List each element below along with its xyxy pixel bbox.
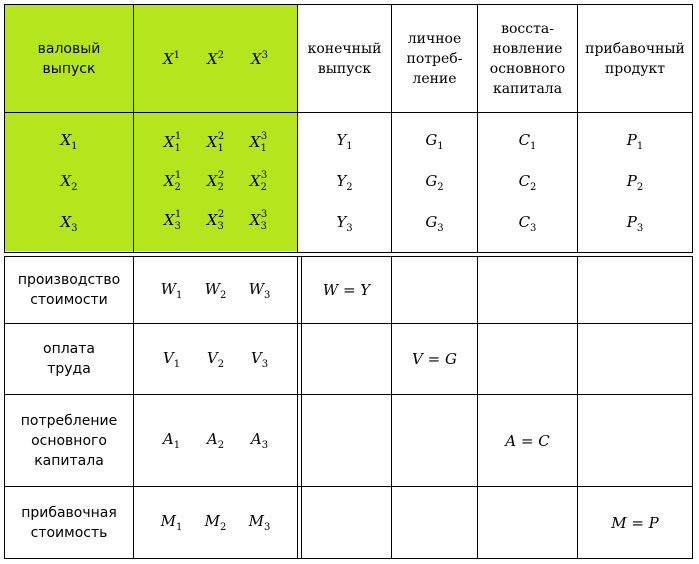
labor-payment-v2: $V_2$ bbox=[206, 348, 225, 370]
sector-2-label: $X^2$ bbox=[206, 49, 225, 68]
gross-output-x3: $X_3$ bbox=[60, 213, 78, 234]
surplus-value-equation bbox=[578, 487, 692, 558]
matrix-cell-x3-1: $X_3^1$ bbox=[163, 209, 182, 232]
interindustry-matrix bbox=[134, 113, 297, 252]
surplus-value-label: прибавочная стоимость bbox=[21, 504, 117, 541]
v-equals-g: V = G bbox=[412, 350, 457, 368]
surplus-product-p2: $P_2$ bbox=[626, 172, 644, 193]
row-label-surplus-value bbox=[5, 487, 133, 558]
gross-output-x2: $X_2$ bbox=[60, 172, 78, 193]
gross-output-column bbox=[5, 113, 133, 252]
final-output-label: конечный выпуск bbox=[307, 40, 382, 77]
labor-payment-label: оплата труда bbox=[43, 341, 95, 377]
matrix-cell-x2-3: $X_2^3$ bbox=[249, 170, 268, 193]
surplus-value-m1: $M_1$ bbox=[160, 512, 183, 533]
divider bbox=[297, 256, 298, 559]
header-gross-output bbox=[5, 5, 133, 112]
capital-consumption-values bbox=[134, 395, 297, 486]
value-production-w1: $W_1$ bbox=[160, 279, 183, 301]
matrix-cell-x3-3: $X_3^3$ bbox=[249, 209, 268, 232]
a-equals-c: A = C bbox=[505, 431, 550, 450]
divider bbox=[391, 256, 392, 559]
header-capital-restoration bbox=[478, 5, 577, 112]
final-output-y1: $Y_1$ bbox=[336, 131, 353, 152]
capital-restoration-column bbox=[478, 113, 577, 252]
surplus-value-values bbox=[134, 487, 297, 558]
gross-output-x1: $X_1$ bbox=[60, 131, 78, 152]
header-final-output bbox=[298, 5, 391, 112]
capital-restoration-c3: $C_3$ bbox=[518, 213, 537, 234]
capital-consumption-label: потребление основного капитала bbox=[20, 412, 118, 469]
personal-consumption-label: личное потреб- ление bbox=[406, 30, 463, 87]
gross-output-label: валовый выпуск bbox=[37, 40, 101, 77]
matrix-row bbox=[157, 133, 275, 154]
value-production-equation bbox=[302, 257, 391, 323]
surplus-value-m3: $M_3$ bbox=[248, 512, 271, 533]
sector-3-label: $X^3$ bbox=[250, 49, 269, 68]
labor-payment-v1: $V_1$ bbox=[162, 348, 181, 370]
value-production-values bbox=[134, 257, 297, 323]
w-equals-y: W = Y bbox=[322, 281, 371, 299]
surplus-product-column bbox=[578, 113, 692, 252]
matrix-cell-x1-1: $X_1^1$ bbox=[163, 131, 182, 154]
header-sectors bbox=[134, 5, 297, 112]
surplus-value-m2: $M_2$ bbox=[204, 512, 227, 533]
value-production-w3: $W_3$ bbox=[248, 279, 271, 301]
capital-consumption-equation bbox=[478, 395, 577, 486]
final-output-y3: $Y_3$ bbox=[336, 213, 353, 234]
labor-payment-equation bbox=[392, 324, 477, 394]
capital-restoration-c1: $C_1$ bbox=[518, 131, 537, 152]
matrix-cell-x1-3: $X_1^3$ bbox=[249, 131, 268, 154]
personal-consumption-column bbox=[392, 113, 477, 252]
row-label-labor-payment bbox=[5, 324, 133, 394]
matrix-row bbox=[157, 172, 275, 193]
header-personal-consumption bbox=[392, 5, 477, 112]
capital-consumption-a1: $A_1$ bbox=[162, 430, 181, 451]
row-label-value-production bbox=[5, 257, 133, 323]
capital-consumption-a3: $A_3$ bbox=[250, 430, 269, 451]
capital-restoration-label: восста- новление основного капитала bbox=[489, 20, 566, 97]
surplus-product-p3: $P_3$ bbox=[626, 213, 644, 234]
surplus-product-p1: $P_1$ bbox=[626, 131, 644, 152]
header-surplus-product bbox=[578, 5, 692, 112]
matrix-cell-x3-2: $X_3^2$ bbox=[206, 209, 225, 232]
value-production-w2: $W_2$ bbox=[204, 279, 227, 301]
personal-consumption-g3: $G_3$ bbox=[425, 213, 444, 234]
matrix-cell-x2-1: $X_2^1$ bbox=[163, 170, 182, 193]
labor-payment-v3: $V_3$ bbox=[250, 348, 269, 370]
matrix-cell-x1-2: $X_1^2$ bbox=[206, 131, 225, 154]
capital-restoration-c2: $C_2$ bbox=[518, 172, 537, 193]
value-production-label: производство стоимости bbox=[17, 272, 121, 308]
final-output-column bbox=[298, 113, 391, 252]
personal-consumption-g2: $G_2$ bbox=[425, 172, 444, 193]
row-label-capital-consumption bbox=[5, 395, 133, 486]
m-equals-p: M = P bbox=[611, 513, 659, 532]
labor-payment-values bbox=[134, 324, 297, 394]
surplus-product-label: прибавочный продукт bbox=[585, 40, 685, 77]
sector-1-label: $X^1$ bbox=[162, 49, 181, 68]
matrix-cell-x2-2: $X_2^2$ bbox=[206, 170, 225, 193]
matrix-row bbox=[157, 211, 275, 232]
final-output-y2: $Y_2$ bbox=[336, 172, 353, 193]
capital-consumption-a2: $A_2$ bbox=[206, 430, 225, 451]
personal-consumption-g1: $G_1$ bbox=[425, 131, 444, 152]
